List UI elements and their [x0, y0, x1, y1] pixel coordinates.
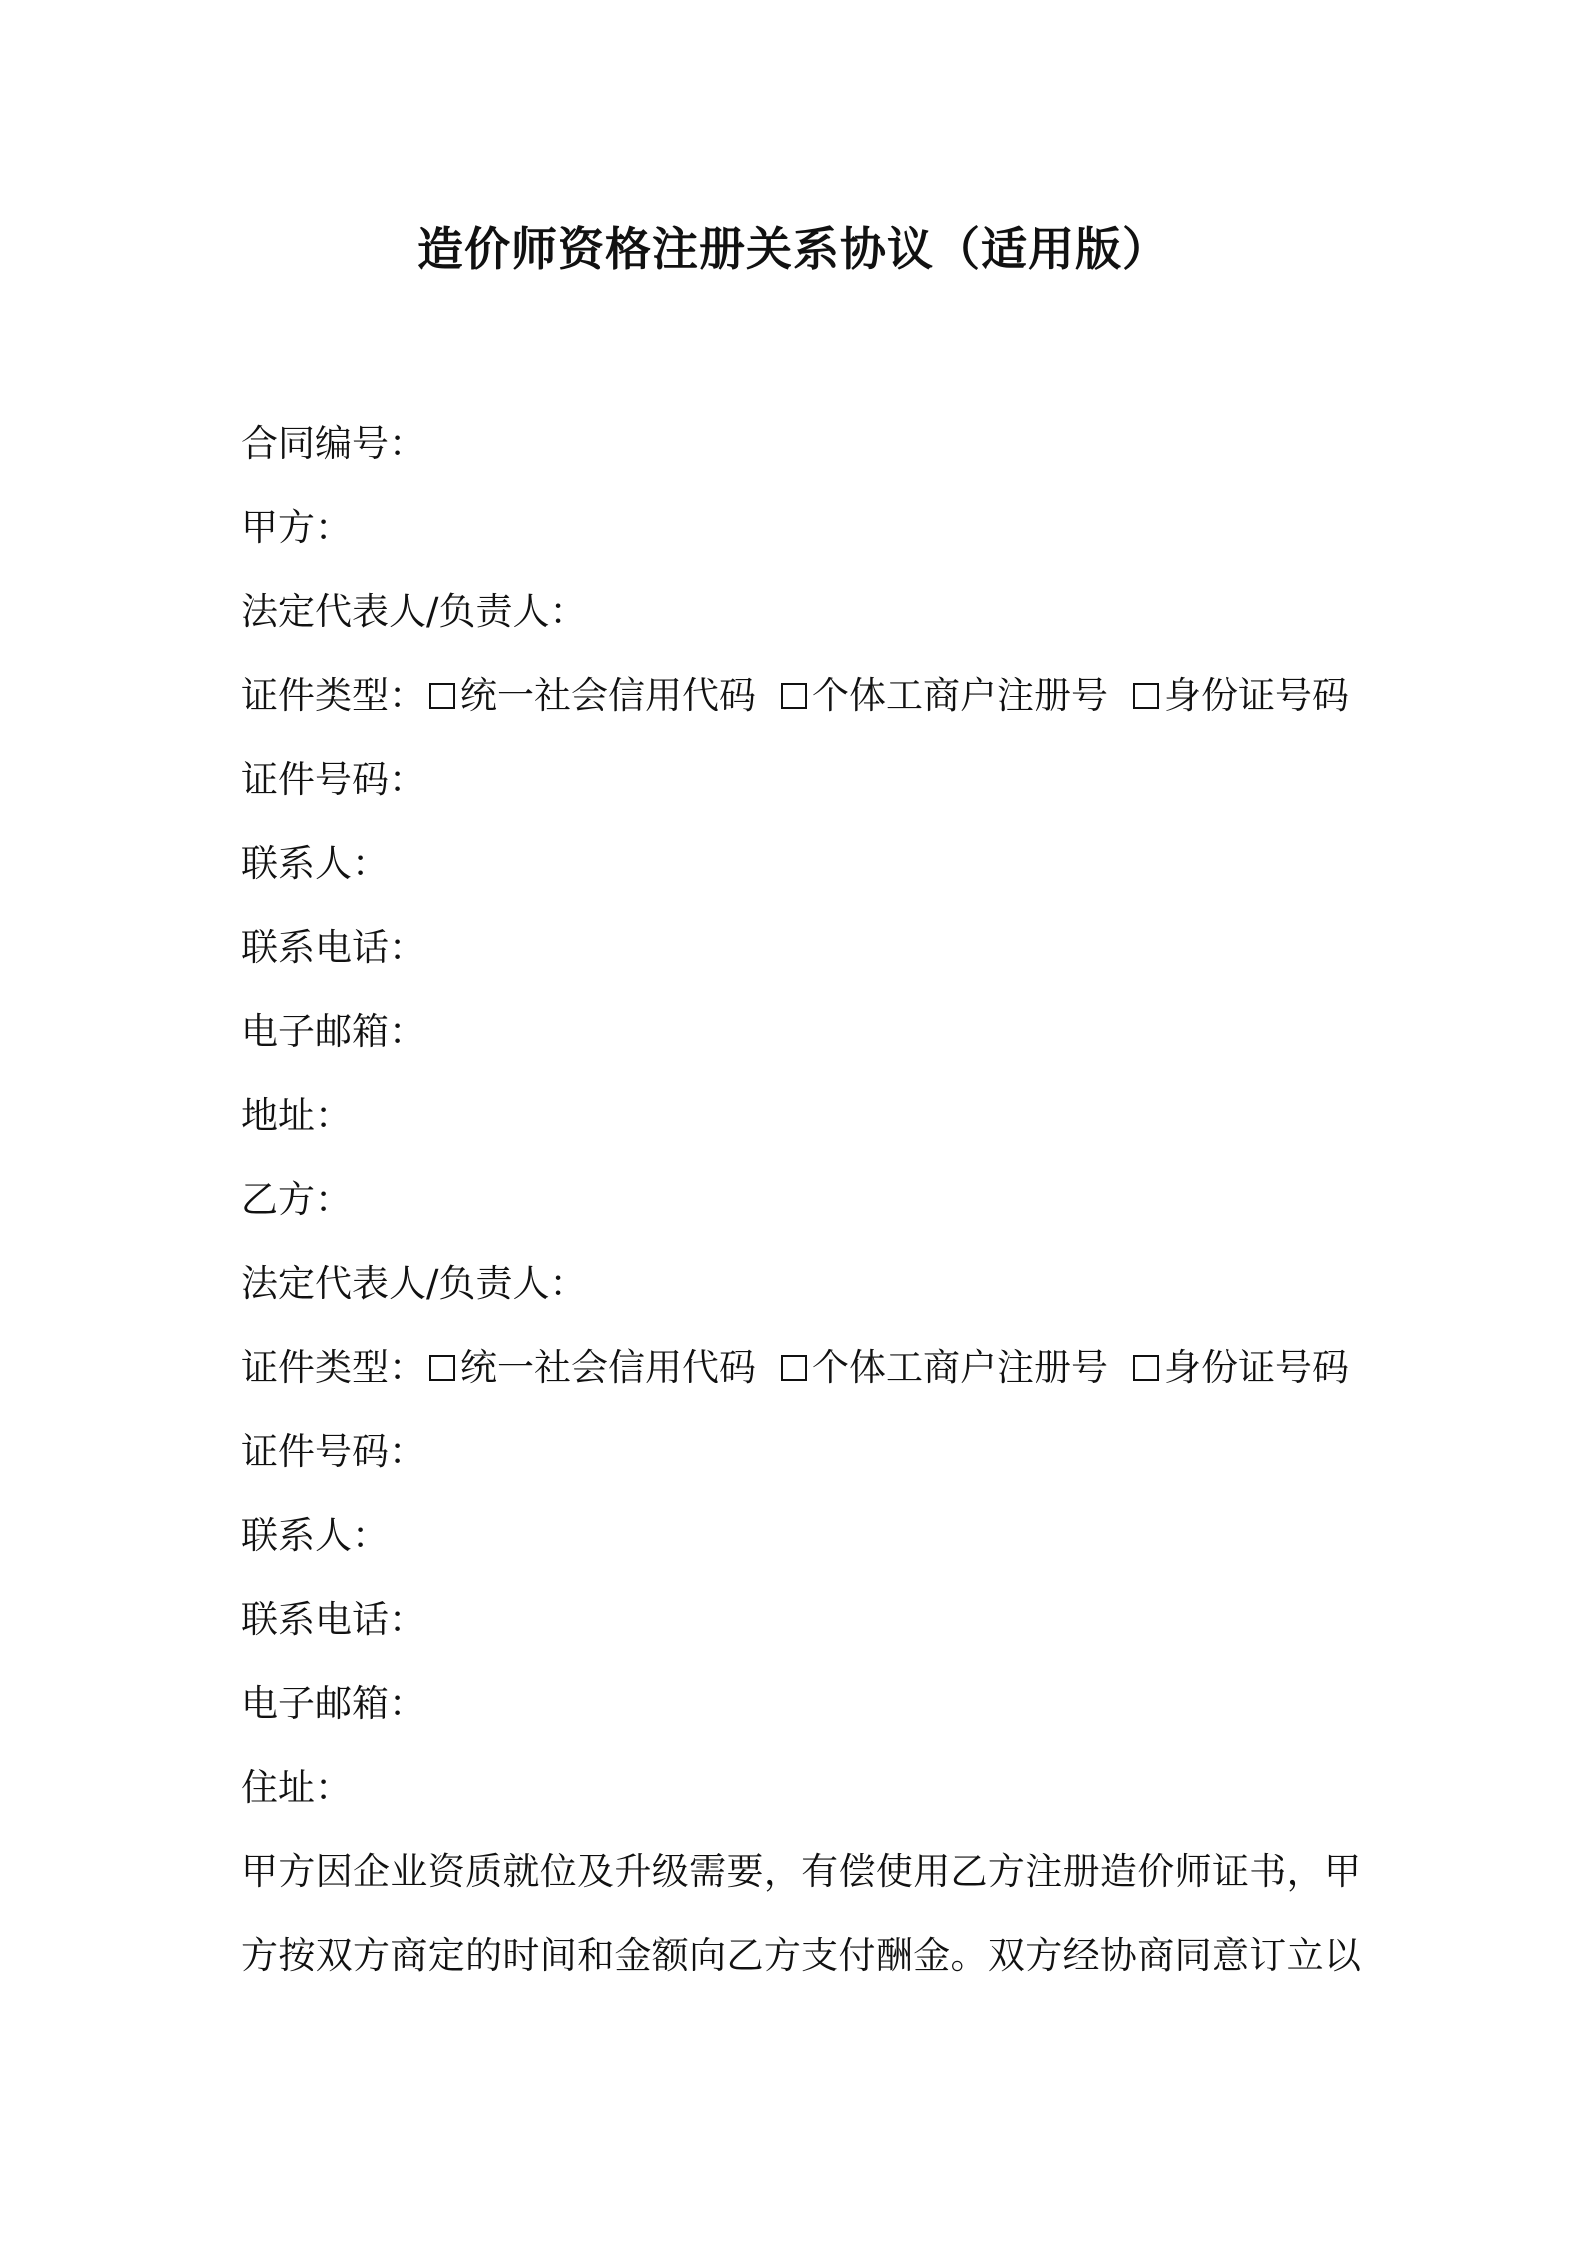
checkbox-icon[interactable] [781, 683, 807, 709]
party-b-option-credit-code[interactable] [426, 1326, 756, 1410]
party-a-address-line [241, 1074, 1361, 1158]
party-a-id-type-options [426, 654, 1349, 738]
party-b-id-type-options [426, 1326, 1349, 1410]
option-label: 身份证号码 [1164, 674, 1349, 717]
party-b-phone-label: 联系电话： [241, 1598, 426, 1641]
checkbox-icon[interactable] [781, 1355, 807, 1381]
contract-number-label: 合同编号： [241, 422, 426, 465]
party-b-id-number-line [241, 1410, 1361, 1494]
party-b-option-id-card[interactable] [1130, 1326, 1349, 1410]
party-a-id-type-line [241, 654, 1361, 738]
party-b-address-label: 住址： [241, 1766, 352, 1809]
party-a-label: 甲方： [241, 506, 352, 549]
party-b-label: 乙方： [241, 1178, 352, 1221]
option-label: 统一社会信用代码 [460, 1346, 756, 1389]
party-b-contact-line [241, 1494, 1361, 1578]
body-paragraph-line-2: 方按双方商定的时间和金额向乙方支付酬金。双方经协商同意订立以 [241, 1934, 1361, 1977]
party-a-id-number-line [241, 738, 1361, 822]
party-a-id-type-label: 证件类型： [241, 674, 426, 717]
checkbox-icon[interactable] [1133, 683, 1159, 709]
party-a-option-credit-code[interactable] [426, 654, 756, 738]
party-a-legal-rep-line [241, 570, 1361, 654]
checkbox-icon[interactable] [1133, 1355, 1159, 1381]
party-b-email-label: 电子邮箱： [241, 1682, 426, 1725]
party-b-address-line [241, 1746, 1361, 1830]
party-b-id-type-label: 证件类型： [241, 1346, 426, 1389]
party-b-option-business-reg[interactable] [778, 1326, 1108, 1410]
party-a-option-id-card[interactable] [1130, 654, 1349, 738]
option-label: 个体工商户注册号 [812, 674, 1108, 717]
party-a-id-number-label: 证件号码： [241, 758, 426, 801]
party-b-id-type-line [241, 1326, 1361, 1410]
party-a-phone-label: 联系电话： [241, 926, 426, 969]
party-a-address-label: 地址： [241, 1094, 352, 1137]
party-b-legal-rep-label: 法定代表人/负责人： [241, 1262, 587, 1305]
party-b-legal-rep-line [241, 1242, 1361, 1326]
option-label: 统一社会信用代码 [460, 674, 756, 717]
contract-number-line [241, 402, 1361, 486]
party-a-contact-label: 联系人： [241, 842, 389, 885]
party-b-phone-line [241, 1578, 1361, 1662]
party-b-id-number-label: 证件号码： [241, 1430, 426, 1473]
document-title: 造价师资格注册关系协议（适用版） [417, 222, 1169, 276]
party-b-contact-label: 联系人： [241, 1514, 389, 1557]
checkbox-icon[interactable] [429, 1355, 455, 1381]
party-b-email-line [241, 1662, 1361, 1746]
document-body [241, 402, 1361, 1998]
checkbox-icon[interactable] [429, 683, 455, 709]
option-label: 个体工商户注册号 [812, 1346, 1108, 1389]
party-a-email-line [241, 990, 1361, 1074]
party-a-email-label: 电子邮箱： [241, 1010, 426, 1053]
party-b-line [241, 1158, 1361, 1242]
party-a-option-business-reg[interactable] [778, 654, 1108, 738]
party-a-phone-line [241, 906, 1361, 990]
party-a-contact-line [241, 822, 1361, 906]
party-a-line [241, 486, 1361, 570]
party-a-legal-rep-label: 法定代表人/负责人： [241, 590, 587, 633]
body-paragraph-line-1: 甲方因企业资质就位及升级需要，有偿使用乙方注册造价师证书，甲 [241, 1850, 1361, 1893]
option-label: 身份证号码 [1164, 1346, 1349, 1389]
